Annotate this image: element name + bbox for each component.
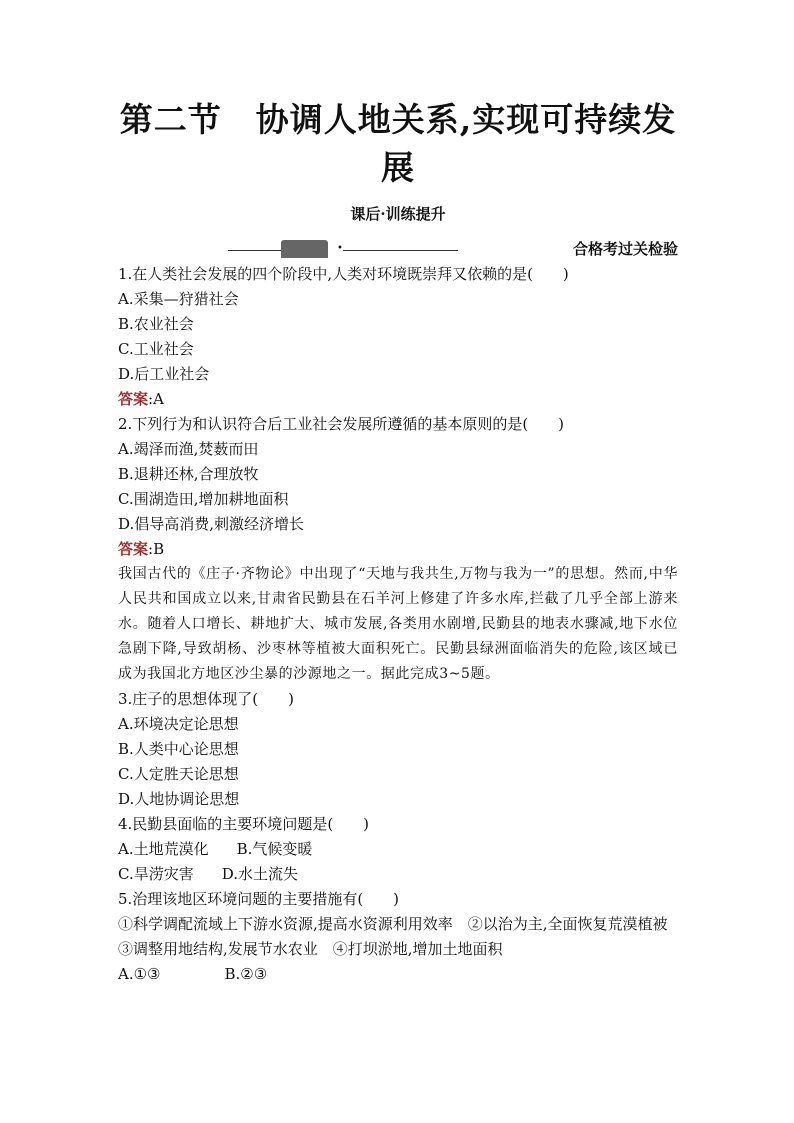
q2-option-c: C.围湖造田,增加耕地面积: [118, 490, 289, 508]
q3-option-b: B.人类中心论思想: [118, 740, 239, 758]
q5-option-a: A.①③: [118, 965, 161, 983]
answer-label: 答案: [118, 540, 149, 558]
q4-option-a: A.土地荒漠化: [118, 840, 209, 858]
section-label: 合格考过关检验: [572, 240, 678, 258]
q4-option-c: C.旱涝灾害: [118, 865, 194, 883]
q5-option-b: B.②③: [224, 965, 268, 983]
q4-stem: 4.民勤县面临的主要环境问题是( ): [118, 815, 370, 833]
q1-option-a: A.采集—狩猎社会: [118, 290, 239, 308]
section-tab-decoration: [281, 240, 328, 258]
q2-answer: [118, 537, 678, 562]
reading-passage: 我国古代的《庄子·齐物论》中出现了“天地与我共生,万物与我为一”的思想。然而,中华人民共和国成立以来,甘肃省民勤县在石羊河上修建了许多水库,拦截了几乎全部上游来水。随着人口增长、耕地扩大、城市发展,各类用水剧增,民勤县的地表水骤减,地下水位急剧下降,导致胡杨、沙枣林等植被大面积死亡。民勤县绿洲面临消失的危险,该区域已成为我国北方地区沙尘暴的沙源地之一。据此完成3~5题。: [118, 566, 678, 682]
section-rule-right: [343, 250, 458, 251]
q1-option-c: C.工业社会: [118, 340, 194, 358]
q2-option-a: A.竭泽而渔,焚薮而田: [118, 440, 259, 458]
q1-option-d: D.后工业社会: [118, 365, 210, 383]
q3-option-c: C.人定胜天论思想: [118, 765, 239, 783]
q4-options-row-2: [118, 862, 678, 887]
q1-answer-value: :A: [148, 390, 164, 408]
q1-option-b: B.农业社会: [118, 315, 194, 333]
q4-option-b: B.气候变暖: [236, 840, 313, 858]
q3-stem: 3.庄子的思想体现了( ): [118, 690, 295, 708]
q5-stem: 5.治理该地区环境问题的主要措施有( ): [118, 890, 400, 908]
q2-option-b: B.退耕还林,合理放牧: [118, 465, 259, 483]
page-subtitle: 课后·训练提升: [350, 205, 446, 223]
q2-answer-value: :B: [148, 540, 165, 558]
q2-stem: 2.下列行为和认识符合后工业社会发展所遵循的基本原则的是( ): [118, 415, 565, 433]
answer-label: 答案: [118, 390, 149, 408]
q3-option-d: D.人地协调论思想: [118, 790, 240, 808]
q5-items: ①科学调配流域上下游水资源,提高水资源利用效率 ②以治为主,全面恢复荒漠植被 ③调整用地结构,发展节水农业 ④打坝淤地,增加土地面积: [118, 915, 683, 958]
q5-options-row: [118, 962, 678, 987]
q1-stem: 1.在人类社会发展的四个阶段中,人类对环境既崇拜又依赖的是( ): [118, 265, 569, 283]
q4-options-row-1: [118, 837, 678, 862]
document-page: [118, 96, 683, 987]
section-dot: •: [337, 243, 343, 254]
q3-option-a: A.环境决定论思想: [118, 715, 239, 733]
q1-answer: [118, 387, 678, 412]
q2-option-d: D.倡导高消费,刺激经济增长: [118, 515, 305, 533]
q4-option-d: D.水土流失: [221, 865, 298, 883]
section-header: [118, 232, 678, 262]
page-title: 第二节 协调人地关系,实现可持续发展: [119, 100, 677, 187]
